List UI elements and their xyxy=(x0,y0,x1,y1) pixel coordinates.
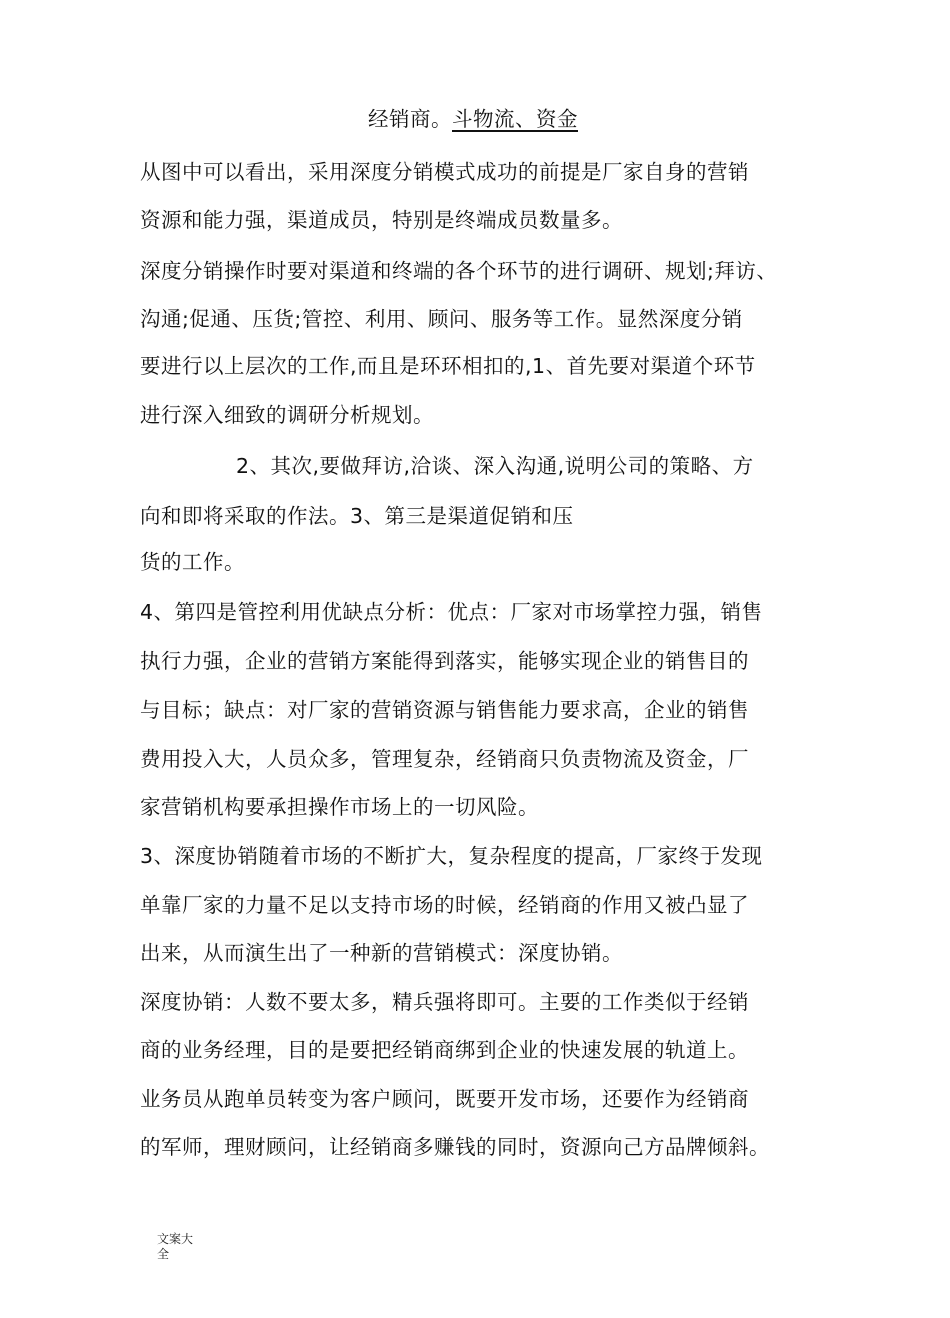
title-underlined: 斗物流、资金 xyxy=(452,107,578,131)
page-title xyxy=(368,106,578,132)
body-line: 4、第四是管控利用优缺点分析：优点：厂家对市场掌控力强，销售 xyxy=(140,600,763,624)
body-line: 执行力强，企业的营销方案能得到落实，能够实现企业的销售目的 xyxy=(140,649,749,673)
body-line: 出来，从而演生出了一种新的营销模式：深度协销。 xyxy=(140,941,623,965)
body-line: 深度分销操作时要对渠道和终端的各个环节的进行调研、规划;拜访、 xyxy=(140,259,778,283)
body-line: 家营销机构要承担操作市场上的一切风险。 xyxy=(140,795,539,819)
body-line: 货的工作。 xyxy=(140,550,245,574)
body-line: 深度协销：人数不要太多，精兵强将即可。主要的工作类似于经销 xyxy=(140,990,749,1014)
body-line: 商的业务经理，目的是要把经销商绑到企业的快速发展的轨道上。 xyxy=(140,1038,749,1062)
footer-note: 文案大全 xyxy=(157,1232,194,1261)
body-line: 沟通;促通、压货;管控、利用、顾问、服务等工作。显然深度分销 xyxy=(140,307,743,331)
body-line: 资源和能力强，渠道成员，特别是终端成员数量多。 xyxy=(140,208,623,232)
body-line: 的军师，理财顾问，让经销商多赚钱的同时，资源向己方品牌倾斜。 xyxy=(140,1135,770,1159)
body-line: 2、其次,要做拜访,洽谈、深入沟通,说明公司的策略、方 xyxy=(236,454,754,478)
body-line: 费用投入大，人员众多，管理复杂，经销商只负责物流及资金，厂 xyxy=(140,747,749,771)
title-plain: 经销商。 xyxy=(368,107,452,131)
body-line: 3、深度协销随着市场的不断扩大，复杂程度的提高，厂家终于发现 xyxy=(140,844,763,868)
body-line: 进行深入细致的调研分析规划。 xyxy=(140,403,434,427)
body-line: 向和即将采取的作法。3、第三是渠道促销和压 xyxy=(140,504,574,528)
body-line: 业务员从跑单员转变为客户顾问，既要开发市场，还要作为经销商 xyxy=(140,1087,749,1111)
body-line: 与目标；缺点：对厂家的营销资源与销售能力要求高，企业的销售 xyxy=(140,698,749,722)
body-line: 从图中可以看出，采用深度分销模式成功的前提是厂家自身的营销 xyxy=(140,160,749,184)
body-line: 要进行以上层次的工作,而且是环环相扣的,1、首先要对渠道个环节 xyxy=(140,354,756,378)
body-line: 单靠厂家的力量不足以支持市场的时候，经销商的作用又被凸显了 xyxy=(140,893,749,917)
